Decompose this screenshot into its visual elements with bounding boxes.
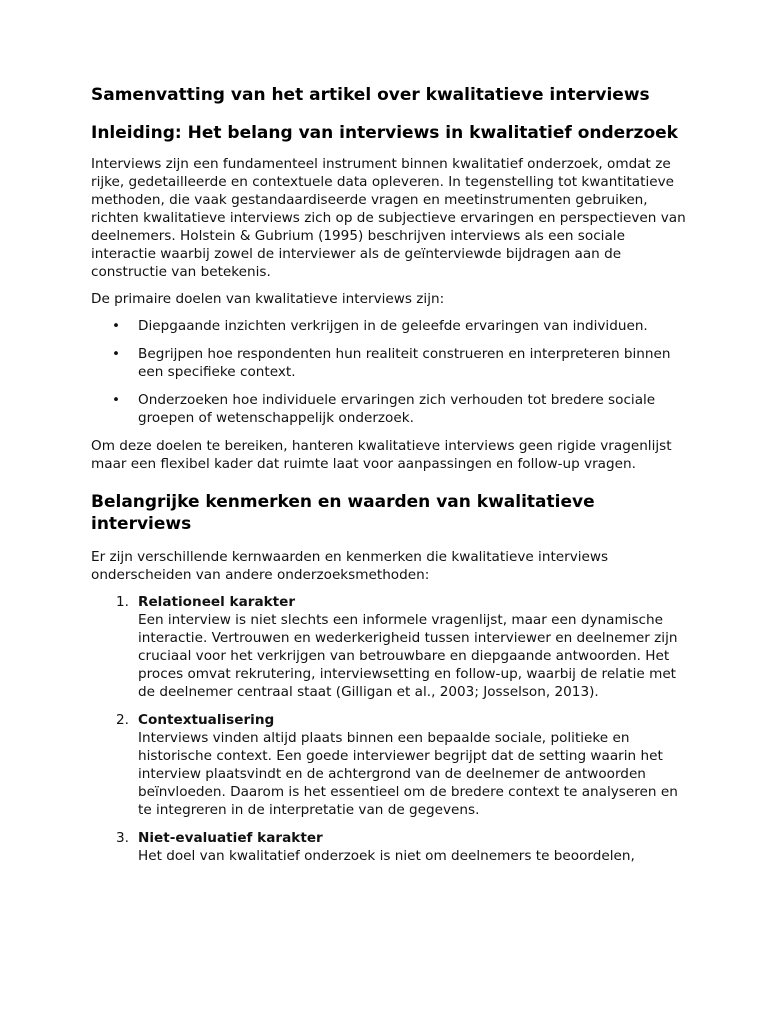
features-list xyxy=(91,593,687,865)
goals-list xyxy=(91,317,687,427)
goals-intro-paragraph: De primaire doelen van kwalitatieve interviews zijn: xyxy=(91,291,445,307)
list-item-text: Onderzoeken hoe individuele ervaringen zich verhouden tot bredere sociale groepen of wetenschappelijk onderzoek. xyxy=(138,392,656,426)
list-item-title: Niet-evaluatief karakter xyxy=(138,830,323,846)
list-item-text: Begrijpen hoe respondenten hun realiteit construeren en interpreteren binnen een specifieke context. xyxy=(138,346,671,380)
document-page xyxy=(91,84,687,875)
list-item-text: Een interview is niet slechts een informele vragenlijst, maar een dynamische interactie. Vertrouwen en wederkerigheid tussen interviewer en deelnemer zijn cruciaal voor het verkrijgen van betrouwbare en diepgaande antwoorden. Het proces omvat rekrutering, interviewsetting en follow-up, waarbij de relatie met de deelnemer centraal staat (Gilligan et al., 2003; Josselson, 2013). xyxy=(138,612,678,700)
list-item-number: 2. xyxy=(116,712,129,728)
goals-conclusion-paragraph: Om deze doelen te bereiken, hanteren kwalitatieve interviews geen rigide vragenlijst maar een flexibel kader dat ruimte laat voor aanpassingen en follow-up vragen. xyxy=(91,438,672,472)
list-item-number: 3. xyxy=(116,830,129,846)
list-item-text: Het doel van kwalitatief onderzoek is niet om deelnemers te beoordelen, xyxy=(138,848,635,864)
values-intro-paragraph: Er zijn verschillende kernwaarden en kenmerken die kwalitatieve interviews onderscheiden van andere onderzoeksmethoden: xyxy=(91,549,609,583)
list-item-title: Relationeel karakter xyxy=(138,594,296,610)
intro-heading: Inleiding: Het belang van interviews in kwalitatief onderzoek xyxy=(91,123,678,143)
values-heading: Belangrijke kenmerken en waarden van kwalitatieve interviews xyxy=(91,492,595,534)
list-item xyxy=(91,391,687,427)
list-item-title: Contextualisering xyxy=(138,712,275,728)
bullet-icon: • xyxy=(112,318,121,334)
bullet-icon: • xyxy=(112,346,121,362)
list-item-text: Interviews vinden altijd plaats binnen een bepaalde sociale, politieke en historische context. Een goede interviewer begrijpt dat de setting waarin het interview plaatsvindt en de achtergrond van de deelnemer de antwoorden beïnvloeden. Daarom is het essentieel om de bredere context te analyseren en te integreren in de interpretatie van de gegevens. xyxy=(138,730,678,818)
list-item-number: 1. xyxy=(116,594,129,610)
list-item xyxy=(91,711,687,819)
list-item xyxy=(91,345,687,381)
list-item xyxy=(91,317,687,335)
list-item xyxy=(91,593,687,701)
list-item-text: Diepgaande inzichten verkrijgen in de geleefde ervaringen van individuen. xyxy=(138,318,648,334)
list-item xyxy=(91,829,687,865)
intro-paragraph: Interviews zijn een fundamenteel instrument binnen kwalitatief onderzoek, omdat ze rijke, gedetailleerde en contextuele data opleveren. In tegenstelling tot kwantitatieve methoden, die vaak gestandaardiseerde vragen en meetinstrumenten gebruiken, richten kwalitatieve interviews zich op de subjectieve ervaringen en perspectieven van deelnemers. Holstein & Gubrium (1995) beschrijven interviews als een sociale interactie waarbij zowel de interviewer als de geïnterviewde bijdragen aan de constructie van betekenis. xyxy=(91,156,686,280)
bullet-icon: • xyxy=(112,392,121,408)
document-title: Samenvatting van het artikel over kwalitatieve interviews xyxy=(91,85,650,105)
